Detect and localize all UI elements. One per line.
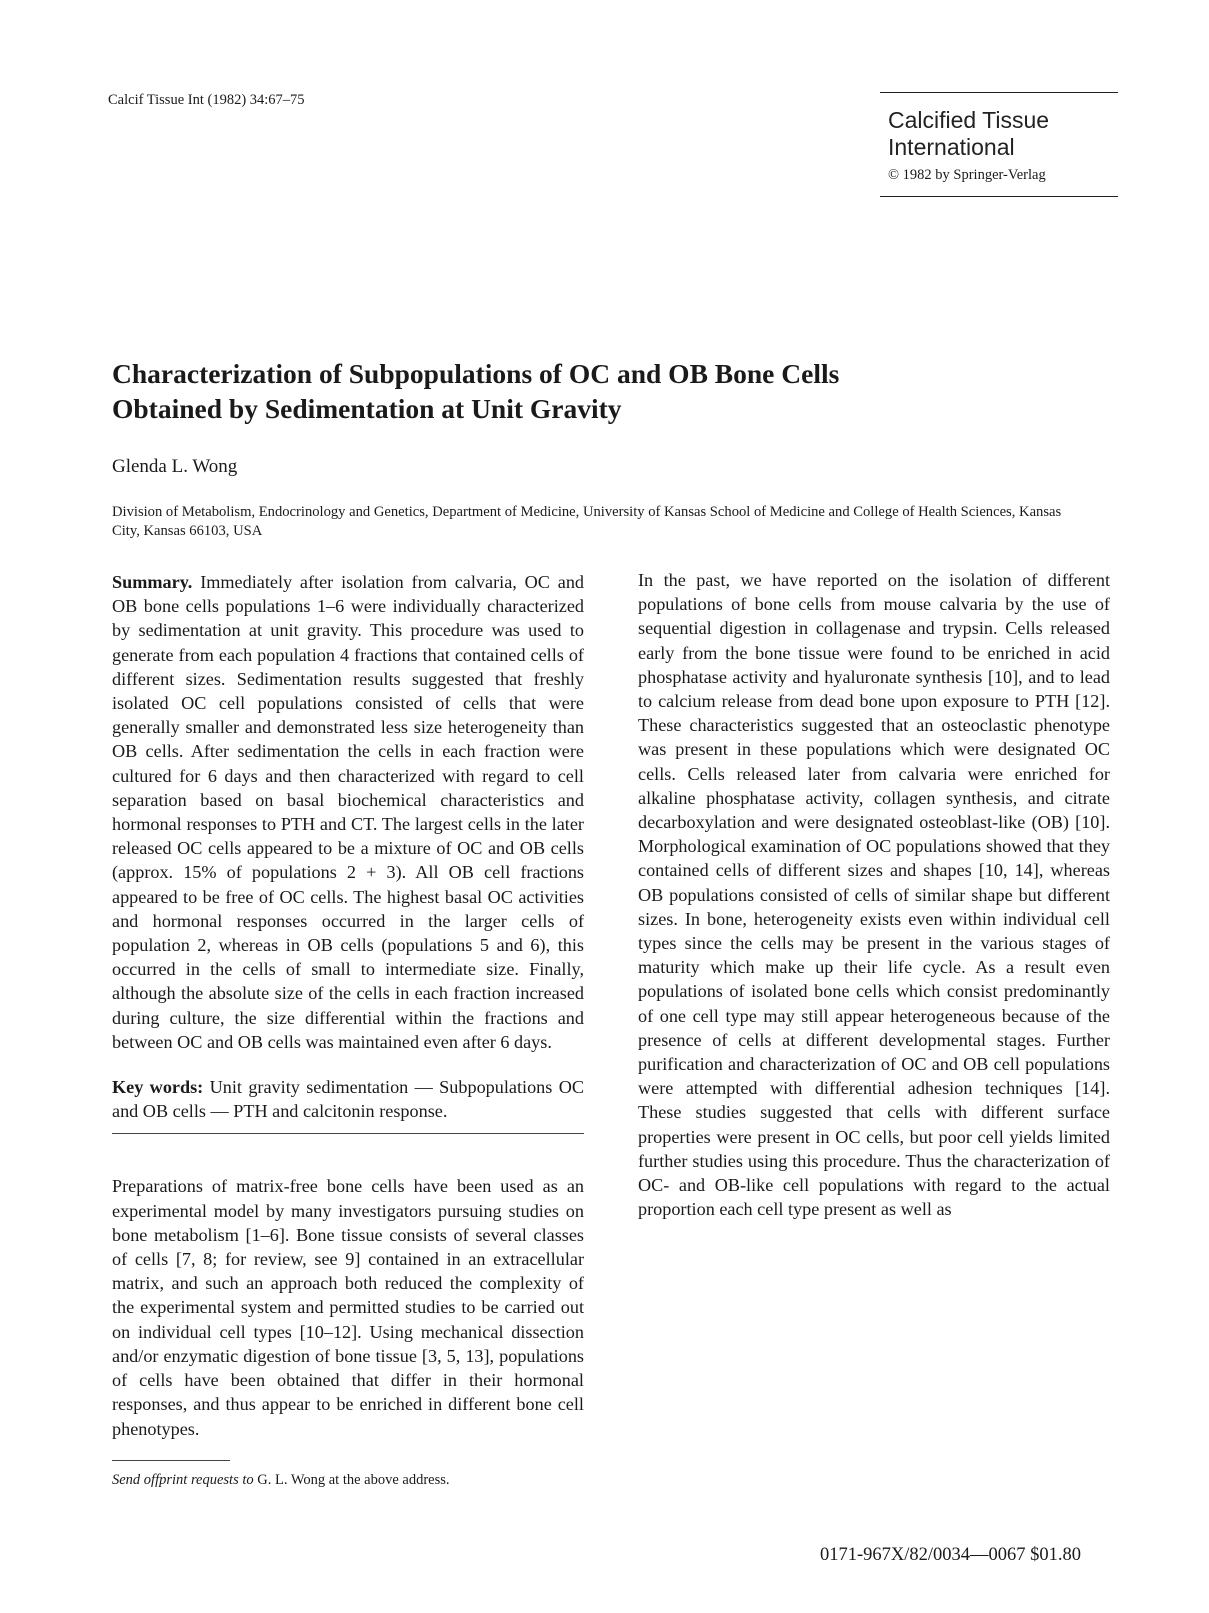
summary-heading: Summary.	[112, 572, 193, 592]
right-column	[638, 568, 1110, 1221]
keywords-paragraph	[112, 1075, 584, 1123]
author-name: Glenda L. Wong	[112, 456, 238, 477]
journal-name-line2: International	[888, 134, 1015, 160]
journal-citation: Calcif Tissue Int (1982) 34:67–75	[108, 92, 305, 108]
title-line-2: Obtained by Sedimentation at Unit Gravity	[112, 393, 622, 424]
footnote-italic: Send offprint requests to	[112, 1472, 254, 1488]
summary-text: Immediately after isolation from calvaria, OC and OB bone cells populations 1–6 were individually characterized by sedimentation at unit gravity. This procedure was used to generate from each population 4 fractions that contained cells of different sizes. Sedimentation results suggested that freshly isolated OC cell populations consisted of cells that were generally smaller and demonstrated less size heterogeneity than OB cells. After sedimentation the cells in each fraction were cultured for 6 days and then characterized with regard to cell separation based on basal biochemical characteristics and hormonal responses to PTH and CT. The largest cells in the later released OC cells appeared to be a mixture of OC and OB cells (approx. 15% of populations 2 + 3). All OB cell fractions appeared to be free of OC cells. The highest basal OC activities and hormonal responses occurred in the larger cells of population 2, whereas in OB cells (populations 5 and 6), this occurred in the cells of small to intermediate size. Finally, although the absolute size of the cells in each fraction increased during culture, the size differential within the fractions and between OC and OB cells was maintained even after 6 days.	[112, 572, 585, 1052]
keywords-divider	[112, 1133, 584, 1134]
body-paragraph-2-text: In the past, we have reported on the isolation of different populations of bone cells from mouse calvaria by the use of sequential digestion in collagenase and trypsin. Cells released early from the bone tissue were found to be enriched in acid phosphatase activity and hyaluronate synthesis [10], and to lead to calcium release from dead bone upon exposure to PTH [12]. These characteristics suggested that an osteoclastic phenotype was present in these populations which were designated OC cells. Cells released later from calvaria were enriched for alkaline phosphatase activity, collagen synthesis, and citrate decarboxylation and were designated osteoblast-like (OB) [10]. Morphological examination of OC populations showed that they contained cells of different sizes and shapes [10, 14], whereas OB populations consisted of cells of similar shape but different sizes. In bone, heterogeneity exists even within individual cell types since the cells may be present in the various stages of maturity which make up their life cycle. As a result even populations of isolated bone cells which consist predominantly of one cell type may still appear heterogeneous because of the presence of cells at different developmental stages. Further purification and characterization of OC and OB cell populations were attempted with differential adhesion techniques [14]. These studies suggested that cells with different surface properties were present in OC cells, but poor cell yields limited further studies using this procedure. Thus the characterization of OC- and OB-like cell populations with regard to the actual proportion each cell type present as well as	[638, 570, 1110, 1220]
keywords-heading: Key words:	[112, 1077, 204, 1098]
copyright-notice: © 1982 by Springer-Verlag	[888, 167, 1046, 183]
left-column	[112, 570, 585, 1439]
title-line-1: Characterization of Subpopulations of OC and OB Bone Cells	[112, 358, 840, 389]
journal-name-line1: Calcified Tissue	[888, 107, 1050, 133]
body-paragraph-2	[638, 568, 1110, 1221]
intro-paragraph: Preparations of matrix-free bone cells have been used as an experimental model by many investigators pursuing studies on bone metabolism [1–6]. Bone tissue consists of several classes of cells [7, 8; for review, see 9] contained in an extracellular matrix, and such an approach both reduced the complexity of the experimental system and permitted studies to be carried out on individual cell types [10–12]. Using mechanical dissection and/or enzymatic digestion of bone tissue [3, 5, 13], populations of cells have been obtained that differ in their hormonal responses, and thus appear to be enriched in different bone cell phenotypes.	[112, 1176, 584, 1439]
footnote	[112, 1472, 450, 1489]
keywords-text: Unit gravity sedimentation — Subpopulations OC and OB cells — PTH and calcitonin response.	[112, 1077, 584, 1122]
journal-box-bottom-rule	[880, 196, 1118, 197]
journal-box-top-rule	[880, 92, 1118, 93]
page-code: 0171-967X/82/0034—0067 $01.80	[820, 1545, 1082, 1565]
journal-box	[880, 92, 1118, 197]
footnote-divider	[112, 1460, 230, 1461]
summary-paragraph	[112, 570, 584, 1054]
footnote-text: G. L. Wong at the above address.	[253, 1472, 450, 1488]
article-title	[112, 356, 1072, 426]
author-affiliation: Division of Metabolism, Endocrinology and Genetics, Department of Medicine, University of Kansas School of Medicine and College of Health Sciences, Kansas City, Kansas 66103, USA	[112, 504, 1062, 539]
